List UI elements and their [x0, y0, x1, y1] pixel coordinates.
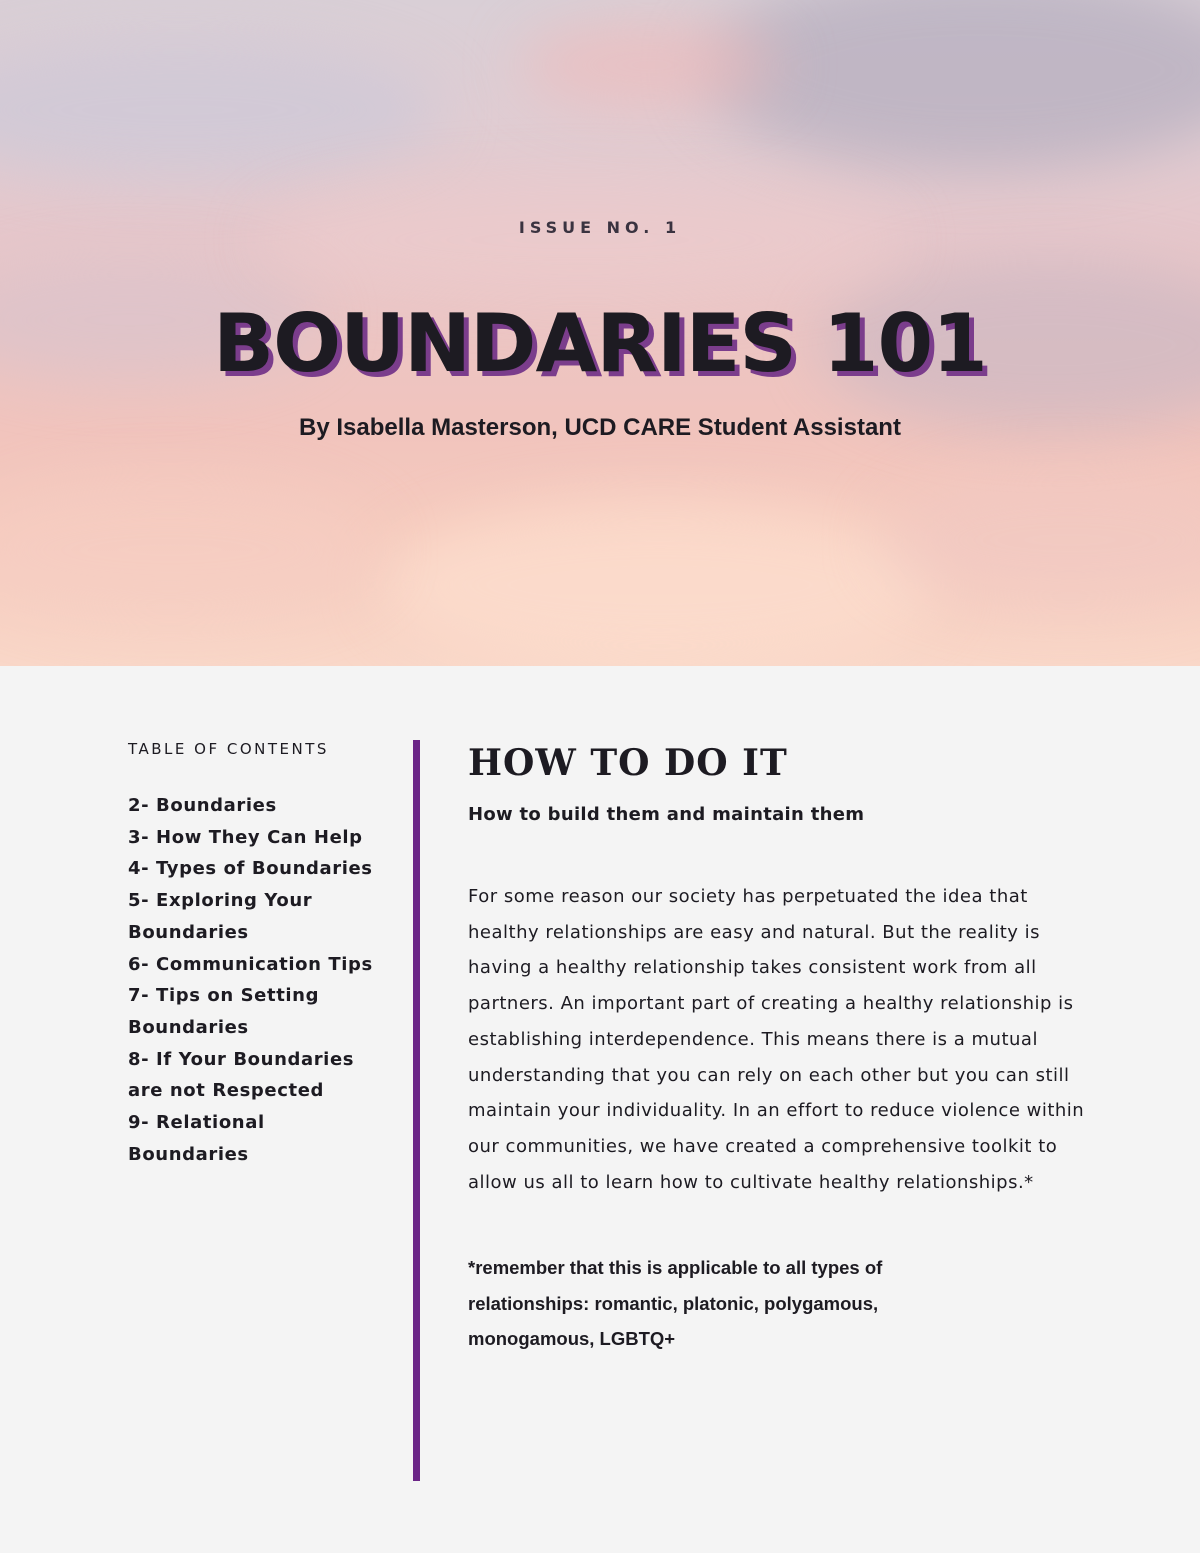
toc-item: 2- Boundaries	[128, 795, 277, 816]
issue-label: ISSUE NO. 1	[518, 218, 682, 237]
cloud-shape	[520, 20, 780, 110]
toc-list	[128, 790, 388, 1170]
article-body: For some reason our society has perpetuated the idea that healthy relationships are easy and natural. But the reality is having a healthy relationship takes consistent work from all partners. An important part of creating a healthy relationship is establishing interdependence. This means there is a mutual understanding that you can rely on each other but you can still maintain your individuality. In an effort to reduce violence within our communities, we have created a comprehensive toolkit to allow us all to learn how to cultivate healthy relationships.*	[468, 886, 1085, 1193]
cloud-shape	[0, 480, 380, 620]
section-subtitle: How to build them and maintain them	[468, 804, 865, 825]
toc-heading: TABLE OF CONTENTS	[128, 740, 329, 758]
page-title: BOUNDARIES 101	[213, 297, 987, 390]
toc-item: 3- How They Can Help	[128, 826, 363, 848]
cloud-shape	[380, 500, 940, 666]
cloud-shape	[0, 40, 440, 180]
main-article	[468, 740, 1108, 1357]
cloud-shape	[260, 180, 900, 300]
author-byline: By Isabella Masterson, UCD CARE Student Assistant	[299, 414, 901, 441]
cloud-shape	[700, 0, 1200, 170]
section-title: HOW TO DO IT	[468, 742, 788, 784]
toc-item: 8- If Your Boundaries are not Respected	[128, 1048, 355, 1102]
footnote: *remember that this is applicable to all types of relationships: romantic, platonic, polygamous, monogamous, LGBTQ+	[468, 1257, 883, 1350]
table-of-contents	[128, 740, 388, 1170]
toc-item: 9- Relational Boundaries	[128, 1112, 265, 1165]
toc-item: 6- Communication Tips	[128, 953, 373, 975]
toc-item: 5- Exploring Your Boundaries	[128, 890, 313, 943]
toc-item: 7- Tips on Setting Boundaries	[128, 985, 320, 1038]
toc-item: 4- Types of Boundaries	[128, 858, 373, 880]
vertical-divider	[413, 740, 420, 1481]
